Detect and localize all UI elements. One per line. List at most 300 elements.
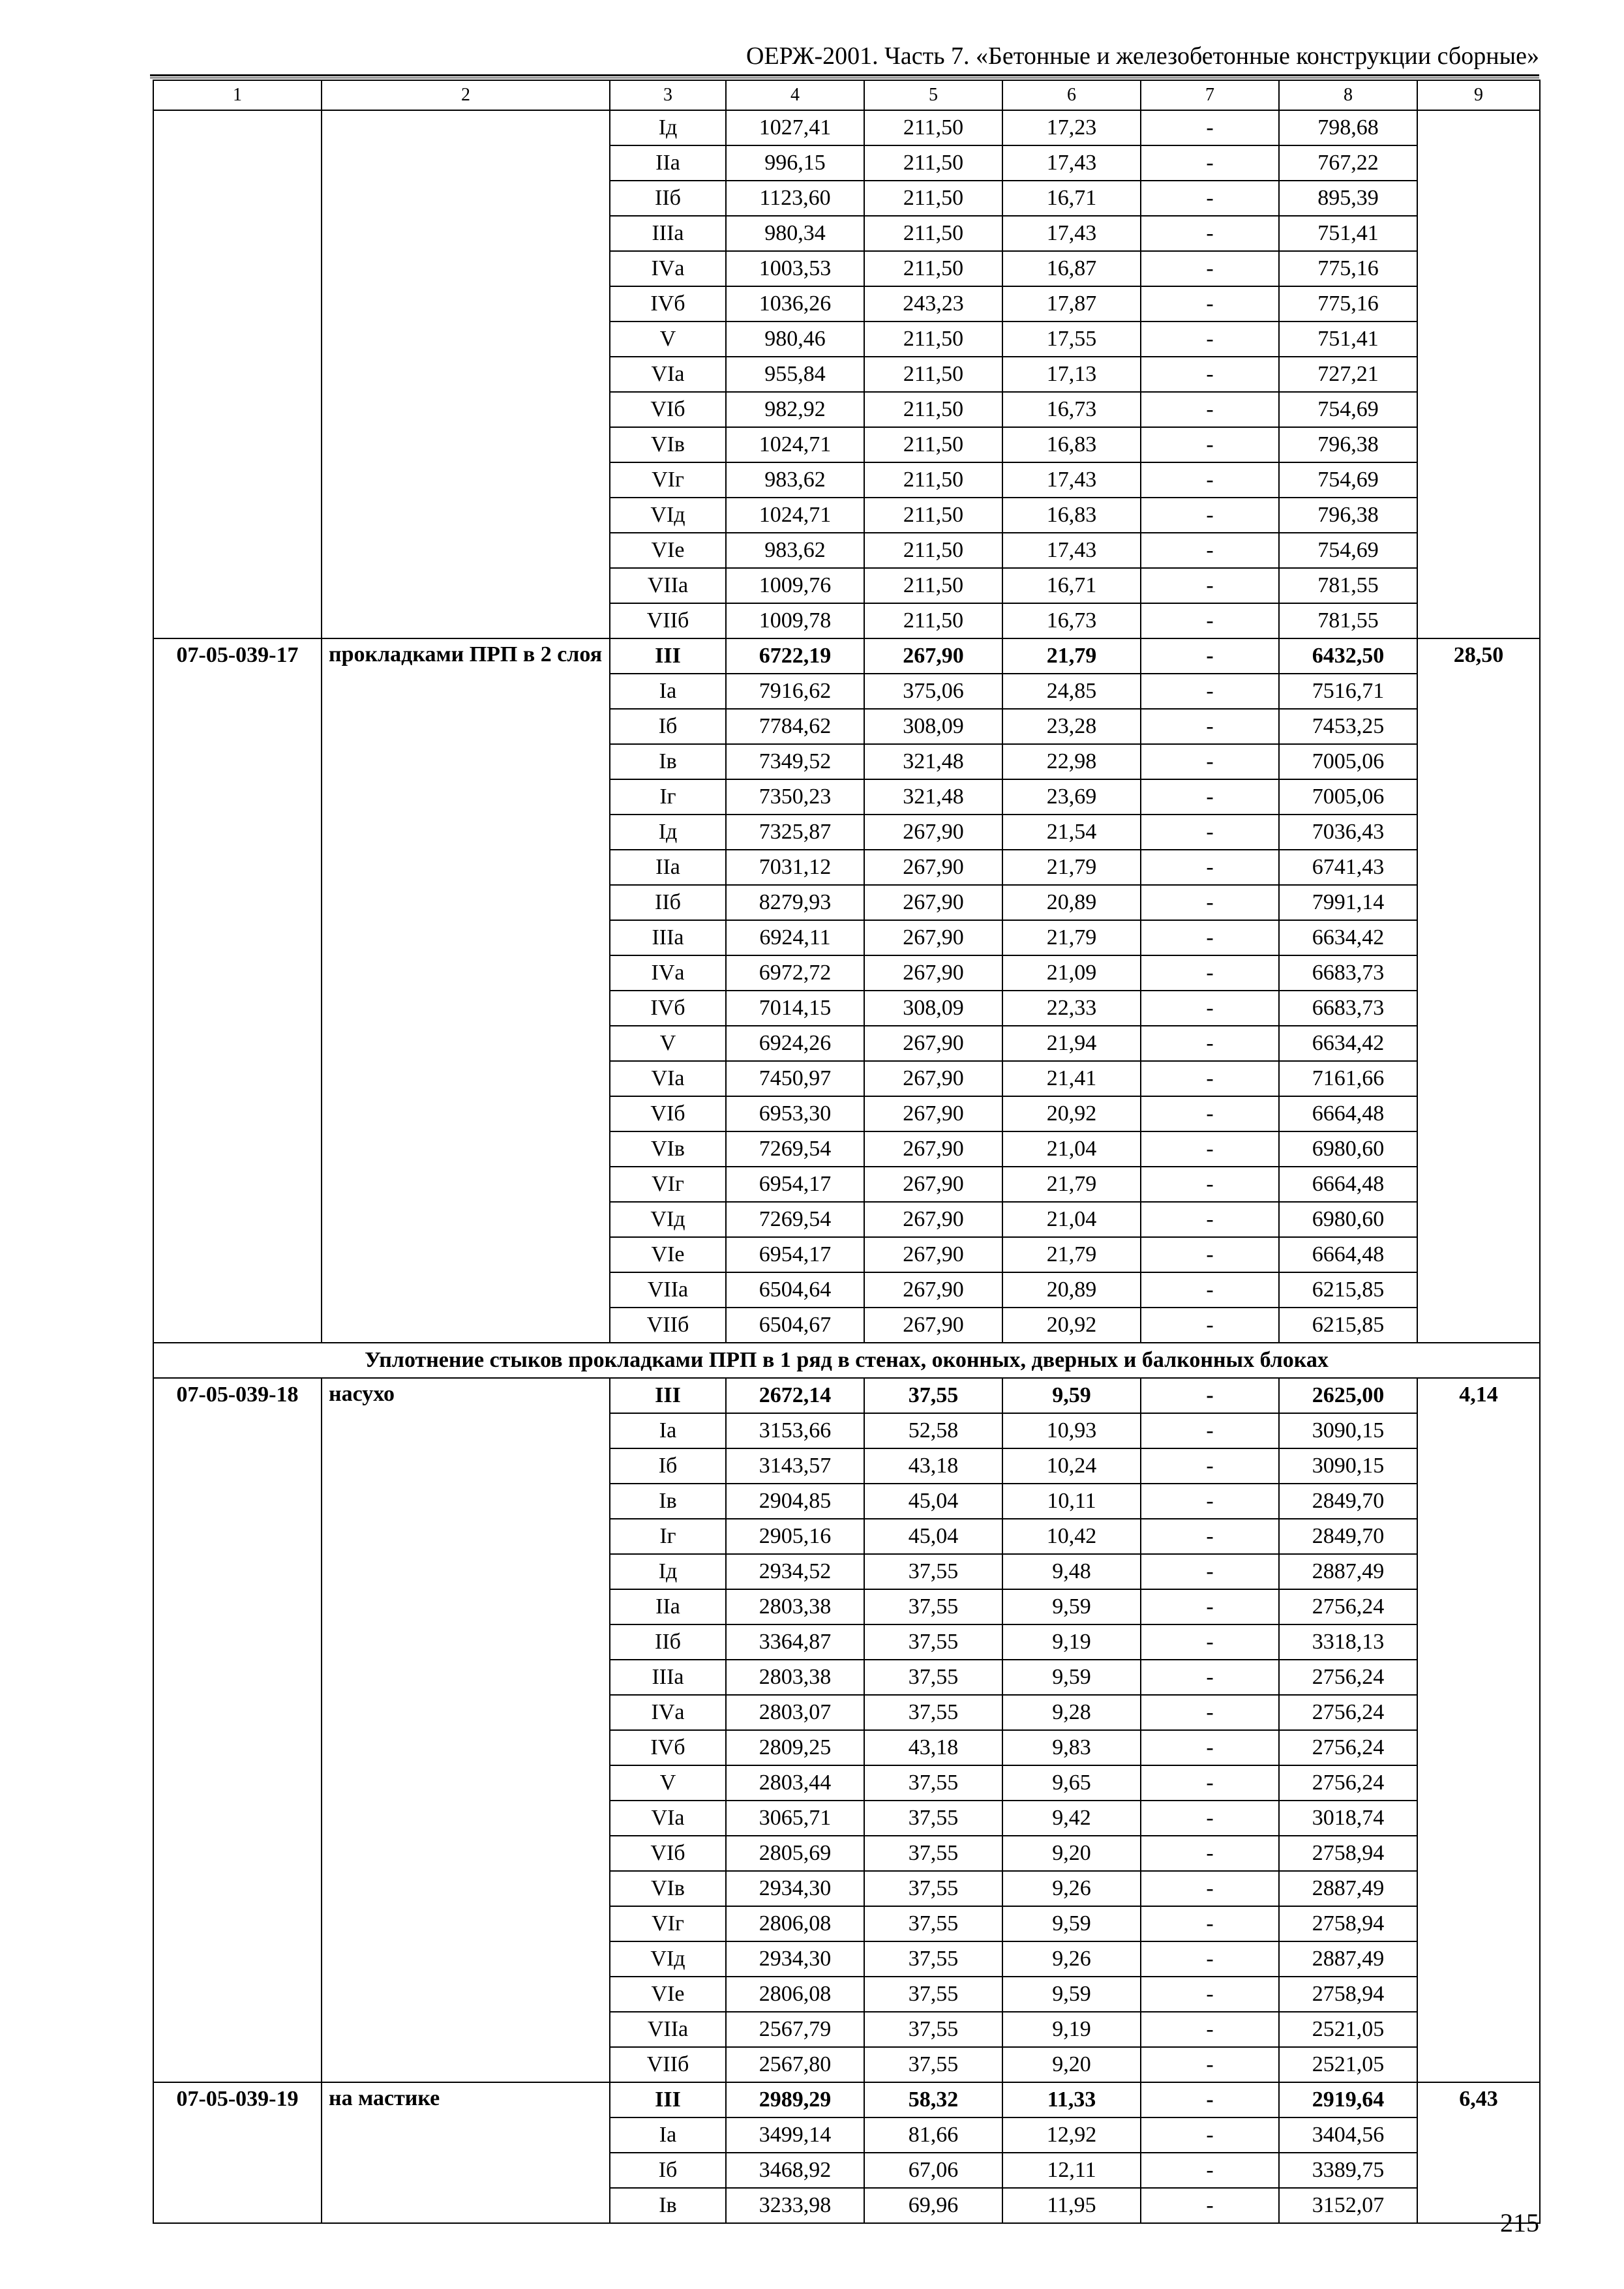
wages-cell: 37,55 — [864, 1589, 1002, 1624]
wages-cell: 321,48 — [864, 744, 1002, 779]
direct-cost-cell: 955,84 — [726, 357, 864, 392]
materials-cell: 2625,00 — [1279, 1378, 1417, 1413]
drivers-wages-cell: - — [1141, 2153, 1279, 2188]
materials-cell: 781,55 — [1279, 568, 1417, 603]
materials-cell: 7161,66 — [1279, 1061, 1417, 1096]
price-class-cell: VIб — [610, 1836, 726, 1871]
direct-cost-cell: 996,15 — [726, 145, 864, 181]
drivers-wages-cell: - — [1141, 181, 1279, 216]
drivers-wages-cell: - — [1141, 1977, 1279, 2012]
direct-cost-cell: 7350,23 — [726, 779, 864, 815]
price-class-cell: IIб — [610, 885, 726, 920]
machines-cell: 10,42 — [1002, 1519, 1141, 1554]
wages-cell: 52,58 — [864, 1413, 1002, 1448]
machines-cell: 17,43 — [1002, 216, 1141, 251]
direct-cost-cell: 2567,80 — [726, 2047, 864, 2082]
materials-cell: 2887,49 — [1279, 1941, 1417, 1977]
column-number: 8 — [1279, 80, 1417, 110]
machines-cell: 9,20 — [1002, 2047, 1141, 2082]
labor-cell: 28,50 — [1417, 638, 1540, 1343]
price-class-cell: VIб — [610, 1096, 726, 1131]
direct-cost-cell: 980,34 — [726, 216, 864, 251]
machines-cell: 10,93 — [1002, 1413, 1141, 1448]
direct-cost-cell: 3143,57 — [726, 1448, 864, 1484]
drivers-wages-cell: - — [1141, 1026, 1279, 1061]
machines-cell: 9,83 — [1002, 1730, 1141, 1765]
section-title: Уплотнение стыков прокладками ПРП в 1 ряд в стенах, оконных, дверных и балконных блоках — [153, 1343, 1540, 1378]
wages-cell: 267,90 — [864, 1061, 1002, 1096]
wages-cell: 267,90 — [864, 955, 1002, 991]
materials-cell: 2756,24 — [1279, 1730, 1417, 1765]
drivers-wages-cell: - — [1141, 2188, 1279, 2223]
price-class-cell: IIIа — [610, 1660, 726, 1695]
direct-cost-cell: 3153,66 — [726, 1413, 864, 1448]
wages-cell: 81,66 — [864, 2117, 1002, 2153]
wages-cell: 37,55 — [864, 1695, 1002, 1730]
wages-cell: 243,23 — [864, 286, 1002, 322]
machines-cell: 9,65 — [1002, 1765, 1141, 1801]
drivers-wages-cell: - — [1141, 1941, 1279, 1977]
wages-cell: 37,55 — [864, 1660, 1002, 1695]
materials-cell: 781,55 — [1279, 603, 1417, 638]
price-class-cell: VIе — [610, 533, 726, 568]
direct-cost-cell: 2803,38 — [726, 1660, 864, 1695]
drivers-wages-cell: - — [1141, 2047, 1279, 2082]
machines-cell: 16,71 — [1002, 568, 1141, 603]
machines-cell: 12,11 — [1002, 2153, 1141, 2188]
table-row — [153, 2082, 1540, 2117]
machines-cell: 22,98 — [1002, 744, 1141, 779]
direct-cost-cell: 3499,14 — [726, 2117, 864, 2153]
machines-cell: 17,43 — [1002, 462, 1141, 498]
direct-cost-cell: 6924,11 — [726, 920, 864, 955]
machines-cell: 16,87 — [1002, 251, 1141, 286]
materials-cell: 767,22 — [1279, 145, 1417, 181]
drivers-wages-cell: - — [1141, 322, 1279, 357]
machines-cell: 20,92 — [1002, 1308, 1141, 1343]
wages-cell: 211,50 — [864, 251, 1002, 286]
wages-cell: 211,50 — [864, 145, 1002, 181]
materials-cell: 2887,49 — [1279, 1871, 1417, 1906]
machines-cell: 17,43 — [1002, 533, 1141, 568]
price-class-cell: V — [610, 1765, 726, 1801]
wages-cell: 321,48 — [864, 779, 1002, 815]
rates-table — [153, 80, 1541, 2224]
rates-table-body — [153, 80, 1540, 2223]
drivers-wages-cell: - — [1141, 1131, 1279, 1167]
column-number: 5 — [864, 80, 1002, 110]
materials-cell: 2849,70 — [1279, 1519, 1417, 1554]
machines-cell: 17,43 — [1002, 145, 1141, 181]
direct-cost-cell: 6504,67 — [726, 1308, 864, 1343]
machines-cell: 23,69 — [1002, 779, 1141, 815]
price-class-cell: VIг — [610, 462, 726, 498]
wages-cell: 211,50 — [864, 427, 1002, 462]
wages-cell: 37,55 — [864, 1871, 1002, 1906]
materials-cell: 6683,73 — [1279, 991, 1417, 1026]
table-row — [153, 1378, 1540, 1413]
price-class-cell: Iб — [610, 709, 726, 744]
direct-cost-cell: 7014,15 — [726, 991, 864, 1026]
materials-cell: 6634,42 — [1279, 1026, 1417, 1061]
drivers-wages-cell: - — [1141, 427, 1279, 462]
wages-cell: 45,04 — [864, 1519, 1002, 1554]
direct-cost-cell: 983,62 — [726, 533, 864, 568]
wages-cell: 267,90 — [864, 1272, 1002, 1308]
wages-cell: 37,55 — [864, 2047, 1002, 2082]
drivers-wages-cell: - — [1141, 920, 1279, 955]
wages-cell: 267,90 — [864, 1131, 1002, 1167]
direct-cost-cell: 1027,41 — [726, 110, 864, 145]
materials-cell: 6215,85 — [1279, 1308, 1417, 1343]
wages-cell: 211,50 — [864, 533, 1002, 568]
materials-cell: 3018,74 — [1279, 1801, 1417, 1836]
machines-cell: 17,55 — [1002, 322, 1141, 357]
materials-cell: 754,69 — [1279, 392, 1417, 427]
price-class-cell: VIв — [610, 1871, 726, 1906]
machines-cell: 10,24 — [1002, 1448, 1141, 1484]
materials-cell: 727,21 — [1279, 357, 1417, 392]
direct-cost-cell: 2806,08 — [726, 1977, 864, 2012]
materials-cell: 2521,05 — [1279, 2047, 1417, 2082]
price-class-cell: VIа — [610, 1061, 726, 1096]
direct-cost-cell: 2905,16 — [726, 1519, 864, 1554]
labor-cell — [1417, 110, 1540, 638]
materials-cell: 775,16 — [1279, 251, 1417, 286]
direct-cost-cell: 1036,26 — [726, 286, 864, 322]
direct-cost-cell: 6954,17 — [726, 1237, 864, 1272]
drivers-wages-cell: - — [1141, 1378, 1279, 1413]
materials-cell: 6664,48 — [1279, 1167, 1417, 1202]
materials-cell: 2756,24 — [1279, 1589, 1417, 1624]
price-class-cell: IIа — [610, 145, 726, 181]
wages-cell: 267,90 — [864, 1096, 1002, 1131]
description-cell — [322, 110, 610, 638]
price-class-cell: VIIб — [610, 2047, 726, 2082]
drivers-wages-cell: - — [1141, 1202, 1279, 1237]
drivers-wages-cell: - — [1141, 462, 1279, 498]
price-class-cell: VIд — [610, 1941, 726, 1977]
direct-cost-cell: 2904,85 — [726, 1484, 864, 1519]
direct-cost-cell: 2934,52 — [726, 1554, 864, 1589]
wages-cell: 211,50 — [864, 498, 1002, 533]
machines-cell: 21,04 — [1002, 1202, 1141, 1237]
code-cell: 07-05-039-18 — [153, 1378, 322, 2082]
machines-cell: 21,54 — [1002, 815, 1141, 850]
direct-cost-cell: 1009,76 — [726, 568, 864, 603]
wages-cell: 267,90 — [864, 1202, 1002, 1237]
wages-cell: 267,90 — [864, 1167, 1002, 1202]
materials-cell: 751,41 — [1279, 216, 1417, 251]
direct-cost-cell: 2989,29 — [726, 2082, 864, 2117]
price-class-cell: IVа — [610, 955, 726, 991]
machines-cell: 21,94 — [1002, 1026, 1141, 1061]
wages-cell: 37,55 — [864, 2012, 1002, 2047]
direct-cost-cell: 7269,54 — [726, 1131, 864, 1167]
direct-cost-cell: 7349,52 — [726, 744, 864, 779]
direct-cost-cell: 982,92 — [726, 392, 864, 427]
direct-cost-cell: 8279,93 — [726, 885, 864, 920]
direct-cost-cell: 3468,92 — [726, 2153, 864, 2188]
wages-cell: 37,55 — [864, 1836, 1002, 1871]
price-class-cell: VIIб — [610, 603, 726, 638]
price-class-cell: Iг — [610, 1519, 726, 1554]
code-cell — [153, 110, 322, 638]
code-cell: 07-05-039-17 — [153, 638, 322, 1343]
wages-cell: 267,90 — [864, 638, 1002, 674]
drivers-wages-cell: - — [1141, 1801, 1279, 1836]
machines-cell: 11,33 — [1002, 2082, 1141, 2117]
direct-cost-cell: 7269,54 — [726, 1202, 864, 1237]
wages-cell: 69,96 — [864, 2188, 1002, 2223]
price-class-cell: VIIа — [610, 2012, 726, 2047]
drivers-wages-cell: - — [1141, 674, 1279, 709]
direct-cost-cell: 2567,79 — [726, 2012, 864, 2047]
wages-cell: 267,90 — [864, 815, 1002, 850]
drivers-wages-cell: - — [1141, 1096, 1279, 1131]
materials-cell: 2756,24 — [1279, 1660, 1417, 1695]
column-number: 4 — [726, 80, 864, 110]
price-class-cell: V — [610, 322, 726, 357]
price-class-cell: III — [610, 1378, 726, 1413]
wages-cell: 37,55 — [864, 1765, 1002, 1801]
direct-cost-cell: 6954,17 — [726, 1167, 864, 1202]
price-class-cell: VIIа — [610, 1272, 726, 1308]
drivers-wages-cell: - — [1141, 357, 1279, 392]
materials-cell: 6215,85 — [1279, 1272, 1417, 1308]
price-class-cell: IIб — [610, 181, 726, 216]
drivers-wages-cell: - — [1141, 1308, 1279, 1343]
price-class-cell: VIе — [610, 1237, 726, 1272]
machines-cell: 11,95 — [1002, 2188, 1141, 2223]
machines-cell: 22,33 — [1002, 991, 1141, 1026]
materials-cell: 2887,49 — [1279, 1554, 1417, 1589]
materials-cell: 2919,64 — [1279, 2082, 1417, 2117]
drivers-wages-cell: - — [1141, 744, 1279, 779]
materials-cell: 754,69 — [1279, 462, 1417, 498]
wages-cell: 37,55 — [864, 1906, 1002, 1941]
direct-cost-cell: 2803,07 — [726, 1695, 864, 1730]
price-class-cell: VIе — [610, 1977, 726, 2012]
materials-cell: 7516,71 — [1279, 674, 1417, 709]
direct-cost-cell: 7784,62 — [726, 709, 864, 744]
materials-cell: 751,41 — [1279, 322, 1417, 357]
materials-cell: 2521,05 — [1279, 2012, 1417, 2047]
price-class-cell: Iв — [610, 1484, 726, 1519]
direct-cost-cell: 7916,62 — [726, 674, 864, 709]
machines-cell: 21,79 — [1002, 850, 1141, 885]
machines-cell: 9,48 — [1002, 1554, 1141, 1589]
materials-cell: 7991,14 — [1279, 885, 1417, 920]
column-number: 3 — [610, 80, 726, 110]
machines-cell: 12,92 — [1002, 2117, 1141, 2153]
price-class-cell: V — [610, 1026, 726, 1061]
column-number-row — [153, 80, 1540, 110]
direct-cost-cell: 7031,12 — [726, 850, 864, 885]
materials-cell: 775,16 — [1279, 286, 1417, 322]
column-number: 7 — [1141, 80, 1279, 110]
wages-cell: 308,09 — [864, 991, 1002, 1026]
wages-cell: 375,06 — [864, 674, 1002, 709]
direct-cost-cell: 1003,53 — [726, 251, 864, 286]
drivers-wages-cell: - — [1141, 955, 1279, 991]
price-class-cell: III — [610, 2082, 726, 2117]
column-number: 1 — [153, 80, 322, 110]
drivers-wages-cell: - — [1141, 1624, 1279, 1660]
wages-cell: 37,55 — [864, 1941, 1002, 1977]
direct-cost-cell: 980,46 — [726, 322, 864, 357]
drivers-wages-cell: - — [1141, 885, 1279, 920]
drivers-wages-cell: - — [1141, 1554, 1279, 1589]
materials-cell: 6634,42 — [1279, 920, 1417, 955]
drivers-wages-cell: - — [1141, 2012, 1279, 2047]
materials-cell: 2758,94 — [1279, 1906, 1417, 1941]
drivers-wages-cell: - — [1141, 1413, 1279, 1448]
wages-cell: 267,90 — [864, 885, 1002, 920]
wages-cell: 308,09 — [864, 709, 1002, 744]
direct-cost-cell: 2805,69 — [726, 1836, 864, 1871]
table-row — [153, 110, 1540, 145]
direct-cost-cell: 1024,71 — [726, 427, 864, 462]
drivers-wages-cell: - — [1141, 392, 1279, 427]
materials-cell: 2849,70 — [1279, 1484, 1417, 1519]
machines-cell: 21,41 — [1002, 1061, 1141, 1096]
drivers-wages-cell: - — [1141, 1484, 1279, 1519]
machines-cell: 21,04 — [1002, 1131, 1141, 1167]
wages-cell: 37,55 — [864, 1554, 1002, 1589]
materials-cell: 7005,06 — [1279, 744, 1417, 779]
price-class-cell: IIIа — [610, 216, 726, 251]
price-class-cell: IVб — [610, 1730, 726, 1765]
drivers-wages-cell: - — [1141, 1660, 1279, 1695]
machines-cell: 16,83 — [1002, 498, 1141, 533]
drivers-wages-cell: - — [1141, 1237, 1279, 1272]
drivers-wages-cell: - — [1141, 145, 1279, 181]
code-cell: 07-05-039-19 — [153, 2082, 322, 2223]
price-class-cell: VIа — [610, 357, 726, 392]
drivers-wages-cell: - — [1141, 1765, 1279, 1801]
wages-cell: 211,50 — [864, 357, 1002, 392]
machines-cell: 21,79 — [1002, 920, 1141, 955]
drivers-wages-cell: - — [1141, 1061, 1279, 1096]
price-class-cell: VIв — [610, 1131, 726, 1167]
wages-cell: 267,90 — [864, 1237, 1002, 1272]
materials-cell: 2756,24 — [1279, 1765, 1417, 1801]
machines-cell: 9,19 — [1002, 1624, 1141, 1660]
machines-cell: 21,79 — [1002, 1237, 1141, 1272]
machines-cell: 20,89 — [1002, 885, 1141, 920]
price-class-cell: Iв — [610, 2188, 726, 2223]
wages-cell: 37,55 — [864, 1378, 1002, 1413]
price-class-cell: VIв — [610, 427, 726, 462]
machines-cell: 9,26 — [1002, 1941, 1141, 1977]
header-rule — [150, 74, 1539, 76]
drivers-wages-cell: - — [1141, 286, 1279, 322]
machines-cell: 16,83 — [1002, 427, 1141, 462]
drivers-wages-cell: - — [1141, 533, 1279, 568]
drivers-wages-cell: - — [1141, 568, 1279, 603]
machines-cell: 9,26 — [1002, 1871, 1141, 1906]
description-cell: на мастике — [322, 2082, 610, 2223]
direct-cost-cell: 3364,87 — [726, 1624, 864, 1660]
direct-cost-cell: 3065,71 — [726, 1801, 864, 1836]
materials-cell: 6664,48 — [1279, 1237, 1417, 1272]
price-class-cell: Iд — [610, 1554, 726, 1589]
drivers-wages-cell: - — [1141, 498, 1279, 533]
drivers-wages-cell: - — [1141, 1730, 1279, 1765]
machines-cell: 9,42 — [1002, 1801, 1141, 1836]
wages-cell: 211,50 — [864, 216, 1002, 251]
description-cell: насухо — [322, 1378, 610, 2082]
direct-cost-cell: 2803,44 — [726, 1765, 864, 1801]
machines-cell: 9,59 — [1002, 1589, 1141, 1624]
price-class-cell: VIг — [610, 1906, 726, 1941]
wages-cell: 67,06 — [864, 2153, 1002, 2188]
machines-cell: 16,73 — [1002, 603, 1141, 638]
materials-cell: 798,68 — [1279, 110, 1417, 145]
direct-cost-cell: 6972,72 — [726, 955, 864, 991]
materials-cell: 3318,13 — [1279, 1624, 1417, 1660]
labor-cell: 4,14 — [1417, 1378, 1540, 2082]
drivers-wages-cell: - — [1141, 815, 1279, 850]
direct-cost-cell: 3233,98 — [726, 2188, 864, 2223]
materials-cell: 2758,94 — [1279, 1977, 1417, 2012]
direct-cost-cell: 983,62 — [726, 462, 864, 498]
machines-cell: 9,59 — [1002, 1378, 1141, 1413]
machines-cell: 17,23 — [1002, 110, 1141, 145]
price-class-cell: IIа — [610, 1589, 726, 1624]
machines-cell: 9,20 — [1002, 1836, 1141, 1871]
machines-cell: 9,59 — [1002, 1660, 1141, 1695]
machines-cell: 21,79 — [1002, 1167, 1141, 1202]
machines-cell: 17,87 — [1002, 286, 1141, 322]
machines-cell: 9,19 — [1002, 2012, 1141, 2047]
materials-cell: 6980,60 — [1279, 1202, 1417, 1237]
drivers-wages-cell: - — [1141, 1695, 1279, 1730]
machines-cell: 9,59 — [1002, 1977, 1141, 2012]
column-number: 2 — [322, 80, 610, 110]
materials-cell: 2756,24 — [1279, 1695, 1417, 1730]
direct-cost-cell: 2809,25 — [726, 1730, 864, 1765]
wages-cell: 267,90 — [864, 1308, 1002, 1343]
drivers-wages-cell: - — [1141, 1836, 1279, 1871]
price-class-cell: IVб — [610, 286, 726, 322]
machines-cell: 9,28 — [1002, 1695, 1141, 1730]
machines-cell: 23,28 — [1002, 709, 1141, 744]
direct-cost-cell: 2803,38 — [726, 1589, 864, 1624]
price-class-cell: IIа — [610, 850, 726, 885]
drivers-wages-cell: - — [1141, 638, 1279, 674]
wages-cell: 267,90 — [864, 920, 1002, 955]
materials-cell: 796,38 — [1279, 427, 1417, 462]
wages-cell: 58,32 — [864, 2082, 1002, 2117]
price-class-cell: VIIб — [610, 1308, 726, 1343]
wages-cell: 267,90 — [864, 850, 1002, 885]
materials-cell: 7036,43 — [1279, 815, 1417, 850]
machines-cell: 24,85 — [1002, 674, 1141, 709]
running-header: ОЕРЖ-2001. Часть 7. «Бетонные и железобетонные конструкции сборные» — [746, 42, 1539, 70]
direct-cost-cell: 6953,30 — [726, 1096, 864, 1131]
materials-cell: 3389,75 — [1279, 2153, 1417, 2188]
drivers-wages-cell: - — [1141, 1519, 1279, 1554]
direct-cost-cell: 1123,60 — [726, 181, 864, 216]
materials-cell: 3152,07 — [1279, 2188, 1417, 2223]
direct-cost-cell: 2806,08 — [726, 1906, 864, 1941]
direct-cost-cell: 1024,71 — [726, 498, 864, 533]
wages-cell: 211,50 — [864, 603, 1002, 638]
price-class-cell: Iа — [610, 2117, 726, 2153]
drivers-wages-cell: - — [1141, 216, 1279, 251]
